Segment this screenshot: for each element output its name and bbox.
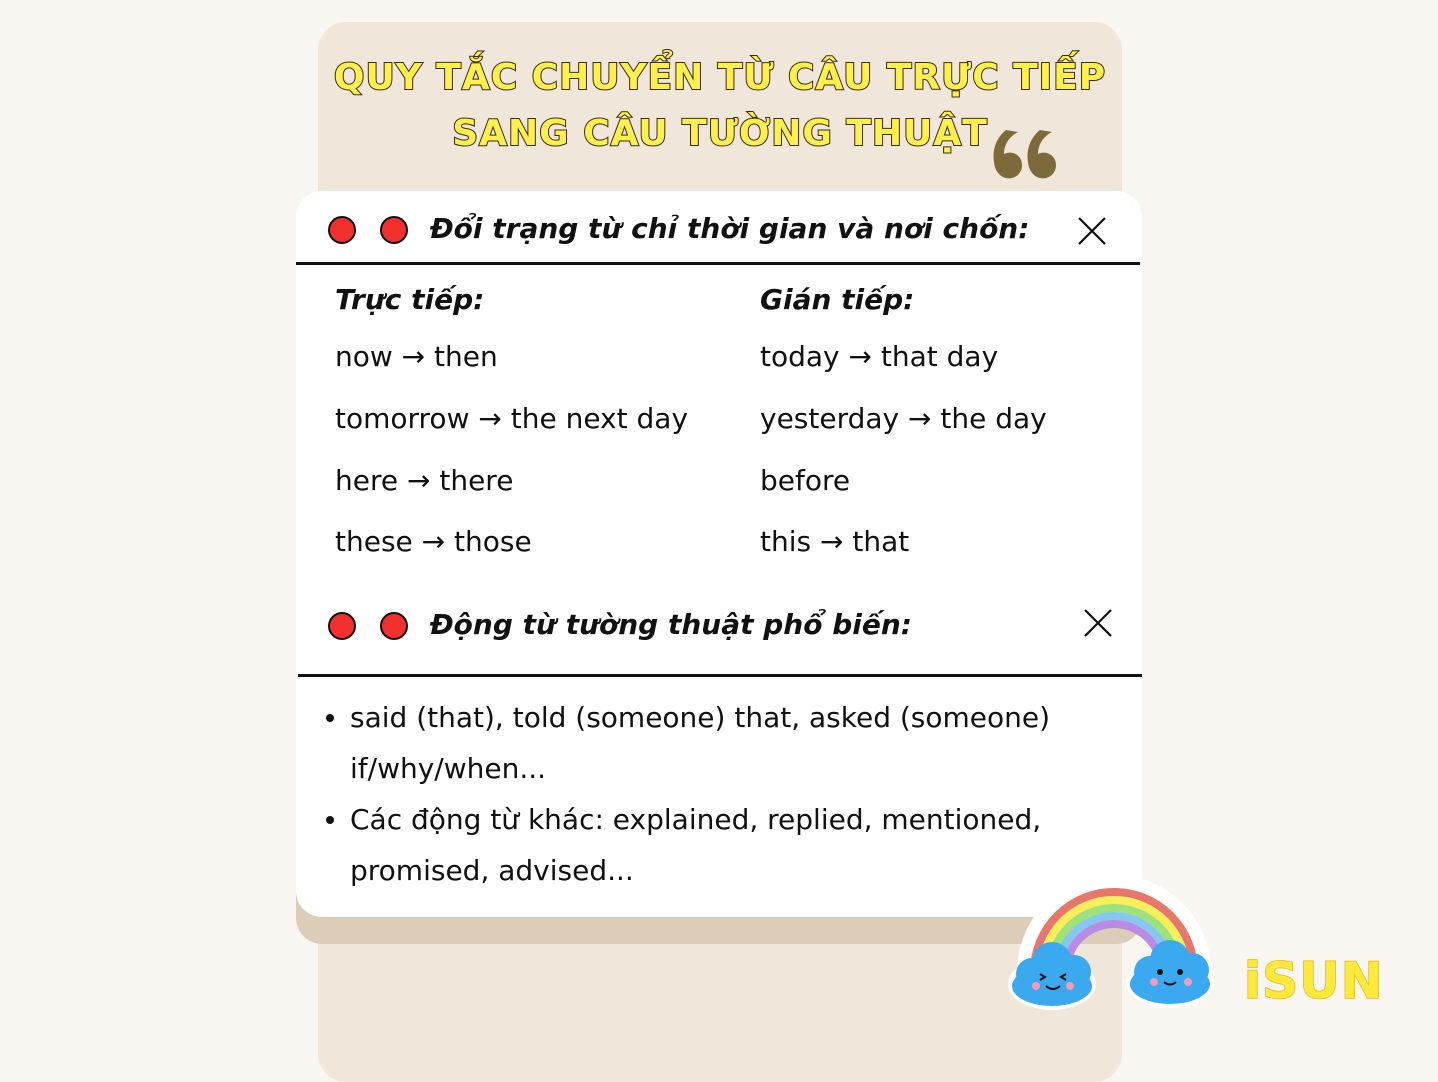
section-heading-reporting-verbs: Động từ tường thuật phổ biến: xyxy=(430,608,912,641)
page-title-line-2: SANG CÂU TƯỜNG THUẬT xyxy=(452,113,988,154)
reporting-verbs-list xyxy=(320,692,1110,896)
list-item: said (that), told (someone) that, asked (someone) if/why/when... xyxy=(350,692,1085,794)
section-heading-adverbs: Đổi trạng từ chỉ thời gian và nơi chốn: xyxy=(430,212,1030,245)
conversion-item: now → then xyxy=(335,340,498,373)
list-item: Các động từ khác: explained, replied, mentioned, promised, advised... xyxy=(350,794,1085,896)
section-divider xyxy=(296,262,1140,265)
window-dot xyxy=(380,612,408,640)
conversion-item: before xyxy=(760,464,851,497)
window-dot xyxy=(328,612,356,640)
conversion-item: this → that xyxy=(760,525,910,558)
close-icon[interactable] xyxy=(1077,216,1107,246)
column-header-indirect: Gián tiếp: xyxy=(760,283,915,316)
conversion-item: today → that day xyxy=(760,340,999,373)
brand-logo: iSUN xyxy=(1244,952,1384,1010)
conversion-item: these → those xyxy=(335,525,532,558)
page-title-line-1: QUY TẮC CHUYỂN TỪ CÂU TRỰC TIẾP xyxy=(333,57,1107,98)
window-dot xyxy=(380,216,408,244)
column-header-direct: Trực tiếp: xyxy=(335,283,485,316)
conversion-item: here → there xyxy=(335,464,514,497)
window-dot xyxy=(328,216,356,244)
conversion-item: yesterday → the day xyxy=(760,402,1047,435)
section-divider xyxy=(298,674,1142,677)
rainbow-cloud-sticker xyxy=(1004,862,1224,1022)
close-icon[interactable] xyxy=(1083,608,1113,638)
conversion-item: tomorrow → the next day xyxy=(335,402,689,435)
quote-icon xyxy=(990,120,1060,184)
